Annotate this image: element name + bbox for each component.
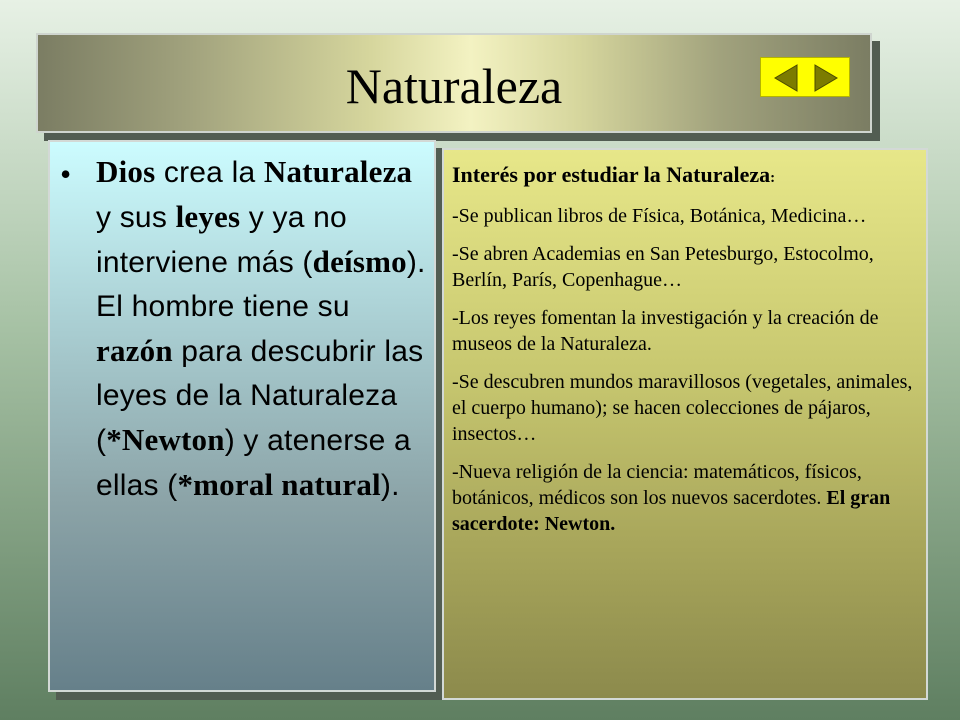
slide-navigation [760,57,850,97]
panel-heading-text: Interés por estudiar la Naturaleza [452,162,771,187]
emphasis-text: *Newton [106,422,225,457]
list-item [452,459,924,537]
previous-slide-button[interactable] [771,62,801,94]
body-text: y ya no interviene más ( [96,201,347,279]
body-text: ) y atenerse a ellas ( [96,424,411,502]
list-item: -Se descubren mundos maravillosos (vegetales, animales, el cuerpo humano); se hacen colecciones de pájaros, insectos… [452,371,913,445]
emphasis-text: Dios [96,154,156,189]
body-text: ). El hombre tiene su [96,246,426,323]
list-item: -Se abren Academias en San Petesburgo, Estocolmo, Berlín, París, Copenhague… [452,243,874,291]
left-text-panel [48,140,436,692]
emphasis-text: razón [96,333,173,368]
body-text: ). [380,469,400,502]
emphasis-text: Naturaleza [263,154,413,189]
emphasis-text: leyes [175,199,241,234]
deism-paragraph [96,150,426,508]
body-text: crea la [155,156,264,189]
list-item: -Se publican libros de Física, Botánica, Medicina… [452,205,867,227]
triangle-left-icon [771,62,801,94]
list-item: -Los reyes fomentan la investigación y la creación de museos de la Naturaleza. [452,307,879,355]
body-text: y sus [96,201,176,234]
title-bar [36,33,872,133]
panel-heading-colon: : [770,170,776,186]
list-item-text: -Nueva religión de la ciencia: matemáticos, físicos, botánicos, médicos son los nuevos sacerdotes. [452,461,862,509]
slide-title: Naturaleza [345,58,563,114]
list-item-emphasis: El gran sacerdote: Newton. [452,487,891,535]
panel-heading [452,160,926,193]
right-text-panel [442,148,928,700]
emphasis-text: *moral natural [177,467,381,502]
emphasis-text: deísmo [312,244,407,279]
next-slide-button[interactable] [811,62,841,94]
triangle-right-icon [811,62,841,94]
body-text: para descubrir las leyes de la Naturaleza ( [96,335,424,457]
bullet-marker: • [60,156,72,192]
